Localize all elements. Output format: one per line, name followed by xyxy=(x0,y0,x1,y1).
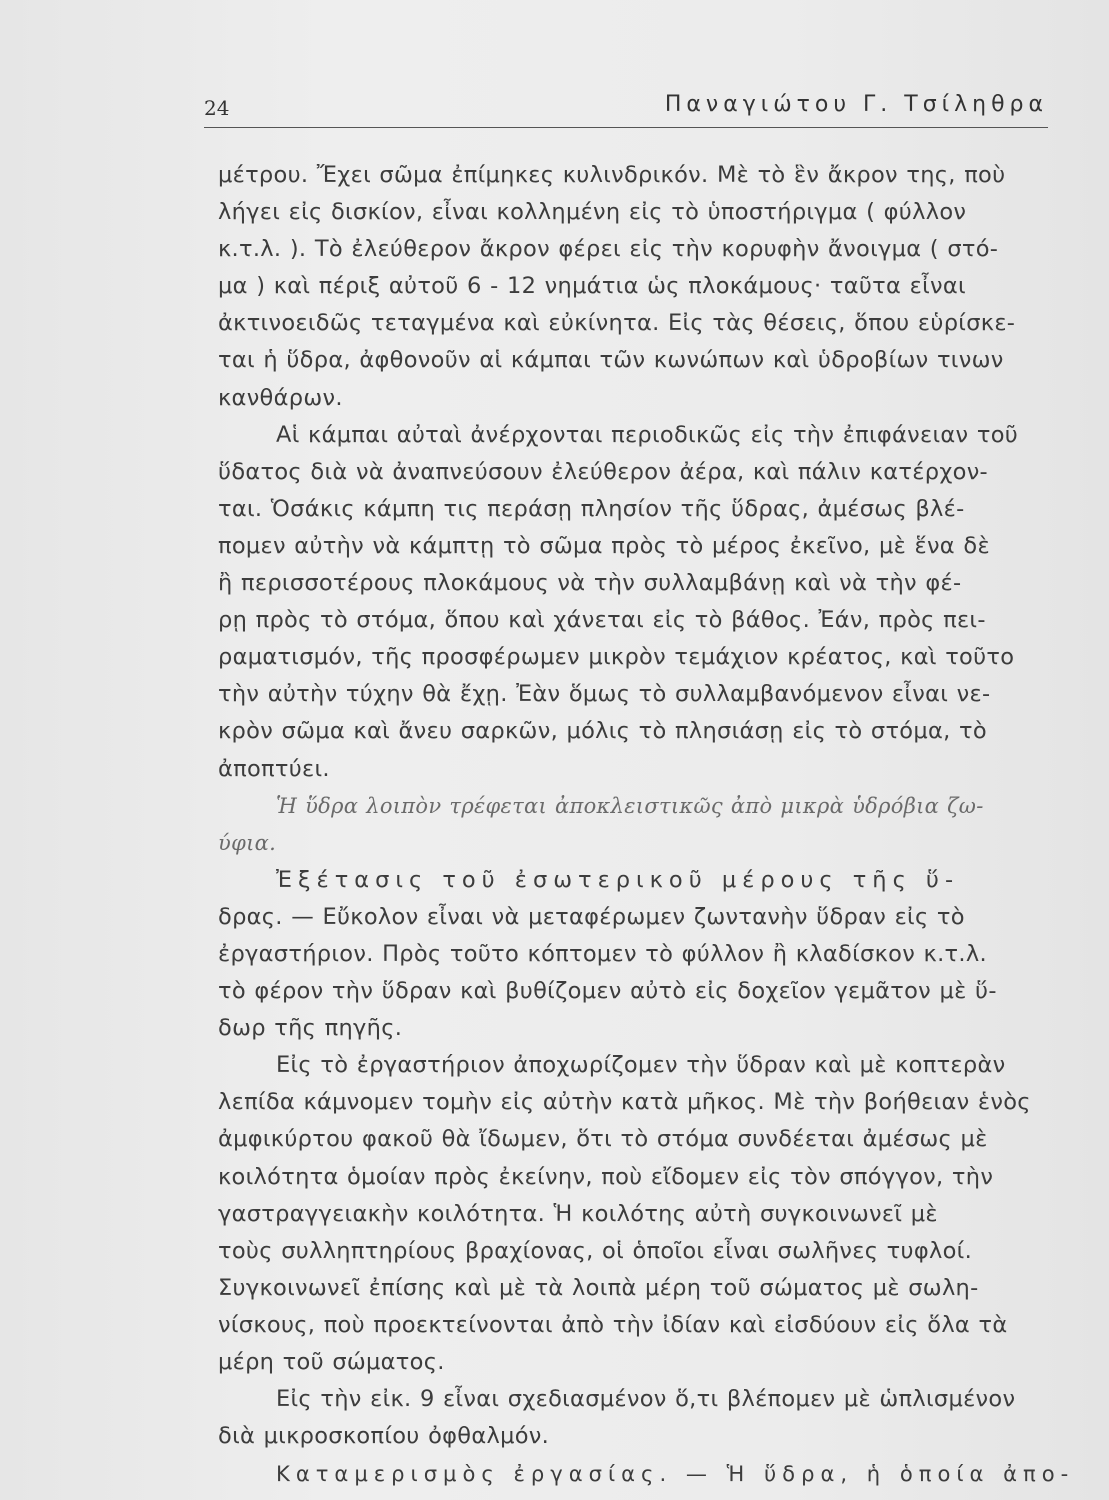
text-line: ται ἡ ὕδρα, ἀφθονοῦν αἱ κάμπαι τῶν κωνώπων καὶ ὑδροβίων τινων xyxy=(218,347,1004,374)
text-line: τοὺς συλληπτηρίους βραχίονας, οἱ ὁποῖοι εἶναι σωλῆνες τυφλοί. xyxy=(218,1237,973,1264)
text-line: ύφια. xyxy=(218,830,277,855)
text-line: τὴν αὐτὴν τύχην θὰ ἔχῃ. Ἐὰν ὅμως τὸ συλλαμβανόμενον εἶναι νε- xyxy=(218,681,991,708)
page-number: 24 xyxy=(204,96,230,120)
text-line: ἢ περισσοτέρους πλοκάμους νὰ τὴν συλλαμβάνῃ καὶ νὰ τὴν φέ- xyxy=(218,570,962,597)
text-line: γαστραγγειακὴν κοιλότητα. Ἡ κοιλότης αὐτὴ συγκοινωνεῖ μὲ xyxy=(218,1200,938,1227)
text-line: μα ) καὶ πέριξ αὐτοῦ 6 - 12 νημάτια ὡς πλοκάμους· ταῦτα εἶναι xyxy=(218,273,966,300)
text-line: Ἐξέτασις τοῦ ἐσωτερικοῦ μέρους τῆς ὕ- xyxy=(276,866,960,893)
text-line: κανθάρων. xyxy=(218,384,343,411)
text-line: ἀποπτύει. xyxy=(218,755,330,782)
text-line: ται. Ὁσάκις κάμπη τις περάσῃ πλησίον τῆς ὕδρας, ἀμέσως βλέ- xyxy=(218,495,965,522)
text-line: Συγκοινωνεῖ ἐπίσης καὶ μὲ τὰ λοιπὰ μέρη τοῦ σώματος μὲ σωλη- xyxy=(218,1274,979,1301)
text-line: ἐργαστήριον. Πρὸς τοῦτο κόπτομεν τὸ φύλλον ἢ κλαδίσκον κ.τ.λ. xyxy=(218,940,987,967)
text-line: ἀμφικύρτου φακοῦ θὰ ἴδωμεν, ὅτι τὸ στόμα συνδέεται ἀμέσως μὲ xyxy=(218,1126,988,1153)
text-line: κοιλότητα ὁμοίαν πρὸς ἐκείνην, ποὺ εἴδομεν εἰς τὸν σπόγγον, τὴν xyxy=(218,1163,994,1190)
body-text xyxy=(218,157,1075,1492)
text-line: ἀκτινοειδῶς τεταγμένα καὶ εὐκίνητα. Εἰς τὰς θέσεις, ὅπου εὑρίσκε- xyxy=(218,310,1016,337)
text-line: διὰ μικροσκοπίου ὀφθαλμόν. xyxy=(218,1423,550,1450)
text-line: μέτρου. Ἔχει σῶμα ἐπίμηκες κυλινδρικόν. Μὲ τὸ ἓν ἄκρον της, ποὺ xyxy=(218,162,1006,188)
text-line: Εἰς τὸ ἐργαστήριον ἀποχωρίζομεν τὴν ὕδραν καὶ μὲ κοπτερὰν xyxy=(276,1052,1006,1079)
text-line: Εἰς τὴν εἰκ. 9 εἶναι σχεδιασμένον ὅ,τι βλέπομεν μὲ ὡπλισμένον xyxy=(276,1386,1016,1413)
text-line: ὕδατος διὰ νὰ ἀναπνεύσουν ἐλεύθερον ἀέρα, καὶ πάλιν κατέρχον- xyxy=(218,458,988,485)
text-line: κρὸν σῶμα καὶ ἄνευ σαρκῶν, μόλις τὸ πλησιάσῃ εἰς τὸ στόμα, τὸ xyxy=(218,718,987,745)
text-line: Αἱ κάμπαι αὐταὶ ἀνέρχονται περιοδικῶς εἰς τὴν ἐπιφάνειαν τοῦ xyxy=(276,421,1019,448)
text-line: δρας. — Εὔκολον εἶναι νὰ μεταφέρωμεν ζωντανὴν ὕδραν εἰς τὸ xyxy=(218,903,965,930)
running-head: Παναγιώτου Γ. Τσίληθρα xyxy=(664,92,1048,117)
text-line: νίσκους, ποὺ προεκτείνονται ἀπὸ τὴν ἰδίαν καὶ εἰσδύουν εἰς ὅλα τὰ xyxy=(218,1311,1008,1338)
header-rule xyxy=(204,127,1048,128)
text-line: ραματισμόν, τῆς προσφέρωμεν μικρὸν τεμάχιον κρέατος, καὶ τοῦτο xyxy=(218,644,1015,671)
text-line: τὸ φέρον τὴν ὕδραν καὶ βυθίζομεν αὐτὸ εἰς δοχεῖον γεμᾶτον μὲ ὕ- xyxy=(218,978,997,1005)
text-line: λήγει εἰς δισκίον, εἶναι κολλημένη εἰς τὸ ὑποστήριγμα ( φύλλον xyxy=(218,199,967,226)
page-header xyxy=(204,88,1048,128)
text-line: Ἡ ὕδρα λοιπὸν τρέφεται ἀποκλειστικῶς ἀπὸ μικρὰ ὑδρόβια ζω- xyxy=(276,793,984,818)
text-line: κ.τ.λ. ). Τὸ ἐλεύθερον ἄκρον φέρει εἰς τὴν κορυφὴν ἄνοιγμα ( στό- xyxy=(218,236,999,263)
text-line: πομεν αὐτὴν νὰ κάμπτῃ τὸ σῶμα πρὸς τὸ μέρος ἐκεῖνο, μὲ ἕνα δὲ xyxy=(218,532,990,559)
text-line: δωρ τῆς πηγῆς. xyxy=(218,1015,403,1042)
text-line: μέρη τοῦ σώματος. xyxy=(218,1349,445,1375)
text-line: Καταμερισμὸς ἐργασίας. — Ἡ ὕδρα, ἡ ὁποία ἀπο- xyxy=(276,1461,1075,1487)
text-line: λεπίδα κάμνομεν τομὴν εἰς αὐτὴν κατὰ μῆκος. Μὲ τὴν βοήθειαν ἑνὸς xyxy=(218,1089,1031,1116)
text-line: ρῃ πρὸς τὸ στόμα, ὅπου καὶ χάνεται εἰς τὸ βάθος. Ἐάν, πρὸς πει- xyxy=(218,607,986,634)
